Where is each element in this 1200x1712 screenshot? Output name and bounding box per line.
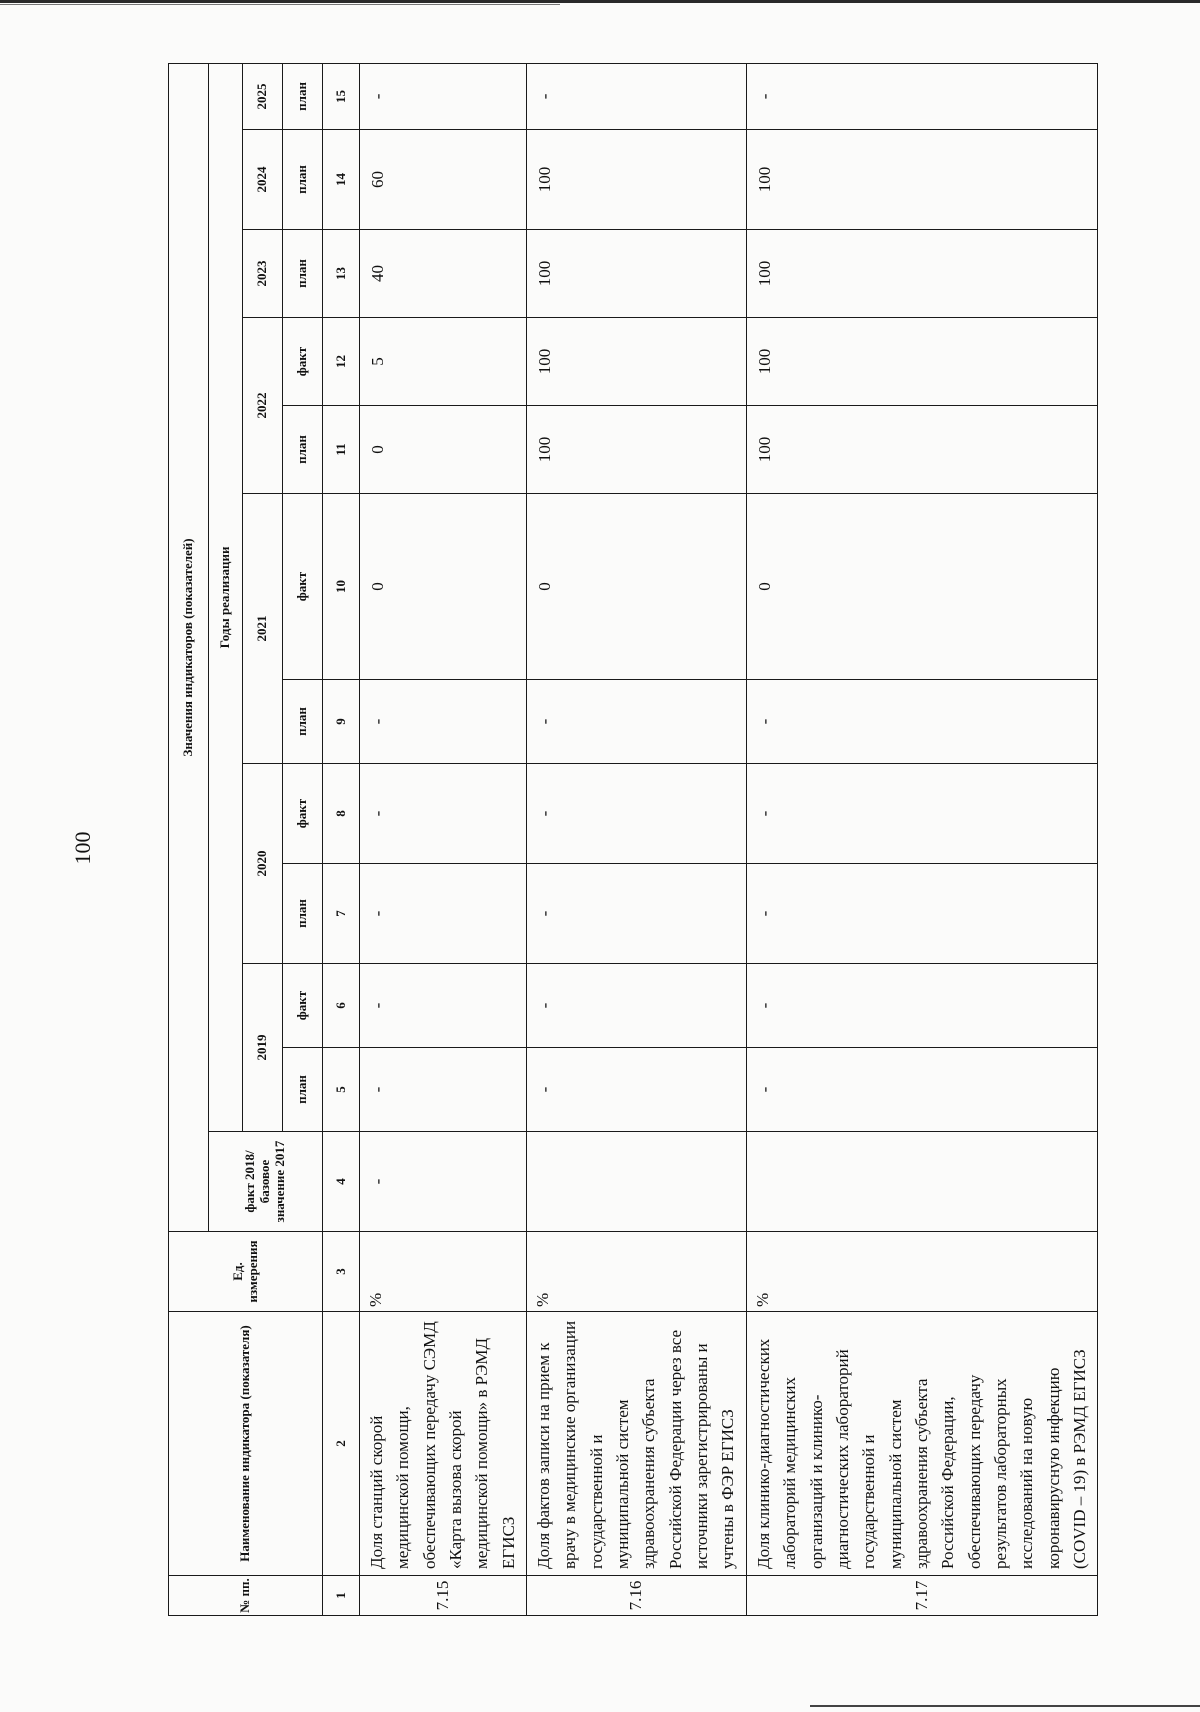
header-sub-plan: план bbox=[283, 63, 323, 129]
column-number: 11 bbox=[323, 406, 360, 494]
column-number: 13 bbox=[323, 230, 360, 318]
header-sub-plan: план bbox=[283, 680, 323, 764]
column-number: 6 bbox=[323, 964, 360, 1048]
column-number: 5 bbox=[323, 1048, 360, 1132]
value-2022-fact: 100 bbox=[527, 318, 747, 406]
header-sub-plan: план bbox=[283, 130, 323, 230]
table-row-7-16 bbox=[527, 63, 747, 1615]
value-2020-fact: - bbox=[746, 764, 1097, 864]
header-sub-plan: план bbox=[283, 406, 323, 494]
value-2019-plan: - bbox=[746, 1048, 1097, 1132]
value-2022-plan: 0 bbox=[360, 406, 527, 494]
header-sub-fact: факт bbox=[283, 764, 323, 864]
value-2020-plan: - bbox=[527, 864, 747, 964]
value-2020-fact: - bbox=[360, 764, 527, 864]
value-2019-plan: - bbox=[527, 1048, 747, 1132]
column-number: 4 bbox=[323, 1132, 360, 1232]
value-2022-fact: 100 bbox=[746, 318, 1097, 406]
header-sub-plan: план bbox=[283, 1048, 323, 1132]
header-values-group: Значения индикаторов (показателей) bbox=[169, 63, 209, 1231]
header-sub-fact: факт bbox=[283, 964, 323, 1048]
value-2019-fact: - bbox=[527, 964, 747, 1048]
header-no: № пп. bbox=[169, 1576, 323, 1616]
table-row-7-15 bbox=[360, 63, 527, 1615]
header-sub-plan: план bbox=[283, 230, 323, 318]
value-2021-plan: - bbox=[746, 680, 1097, 764]
base-value bbox=[527, 1132, 747, 1232]
value-2021-fact: 0 bbox=[527, 494, 747, 680]
scan-edge-top-secondary bbox=[0, 4, 560, 5]
value-2021-fact: 0 bbox=[746, 494, 1097, 680]
row-number: 7.16 bbox=[527, 1576, 747, 1616]
indicator-name: Доля станций скорой медицинской помощи, обеспечивающих передачу СЭМД «Карта вызова скорой медицинской помощи» в РЭМД ЕГИСЗ bbox=[360, 1312, 527, 1576]
indicator-unit: % bbox=[746, 1232, 1097, 1312]
value-2023-plan: 100 bbox=[527, 230, 747, 318]
value-2019-fact: - bbox=[746, 964, 1097, 1048]
indicator-table-container bbox=[168, 64, 1089, 1616]
base-value: - bbox=[360, 1132, 527, 1232]
column-number: 15 bbox=[323, 63, 360, 129]
value-2022-plan: 100 bbox=[746, 406, 1097, 494]
header-year-2025: 2025 bbox=[243, 63, 283, 129]
header-year-2019: 2019 bbox=[243, 964, 283, 1132]
value-2022-fact: 5 bbox=[360, 318, 527, 406]
indicator-name: Доля фактов записи на прием к врачу в медицинские организации государственной и муниципальной систем здравоохранения субъекта Российской Федерации через все источники зарегистрированы и учтены в ФЭР ЕГИСЗ bbox=[527, 1312, 747, 1576]
column-number: 12 bbox=[323, 318, 360, 406]
value-2020-plan: - bbox=[746, 864, 1097, 964]
column-number: 1 bbox=[323, 1576, 360, 1616]
header-year-2022: 2022 bbox=[243, 318, 283, 494]
value-2022-plan: 100 bbox=[527, 406, 747, 494]
header-sub-fact: факт bbox=[283, 318, 323, 406]
value-2021-plan: - bbox=[527, 680, 747, 764]
value-2023-plan: 100 bbox=[746, 230, 1097, 318]
header-years-group: Годы реализации bbox=[209, 63, 243, 1131]
indicator-table bbox=[168, 63, 1098, 1616]
column-number-row bbox=[323, 63, 360, 1615]
base-value bbox=[746, 1132, 1097, 1232]
value-2023-plan: 40 bbox=[360, 230, 527, 318]
column-number: 3 bbox=[323, 1232, 360, 1312]
column-number: 7 bbox=[323, 864, 360, 964]
value-2025-plan: - bbox=[746, 63, 1097, 129]
value-2019-fact: - bbox=[360, 964, 527, 1048]
header-year-2023: 2023 bbox=[243, 230, 283, 318]
header-sub-fact: факт bbox=[283, 494, 323, 680]
header-unit: Ед. измерения bbox=[169, 1232, 323, 1312]
header-year-2021: 2021 bbox=[243, 494, 283, 764]
scan-edge-top bbox=[0, 0, 1200, 3]
column-number: 9 bbox=[323, 680, 360, 764]
column-number: 10 bbox=[323, 494, 360, 680]
indicator-unit: % bbox=[527, 1232, 747, 1312]
value-2025-plan: - bbox=[527, 63, 747, 129]
value-2019-plan: - bbox=[360, 1048, 527, 1132]
header-year-2024: 2024 bbox=[243, 130, 283, 230]
indicator-unit: % bbox=[360, 1232, 527, 1312]
value-2021-plan: - bbox=[360, 680, 527, 764]
header-base: факт 2018/базовое значение 2017 bbox=[209, 1132, 323, 1232]
row-number: 7.15 bbox=[360, 1576, 527, 1616]
column-number: 14 bbox=[323, 130, 360, 230]
column-number: 8 bbox=[323, 764, 360, 864]
scan-edge-bottom bbox=[810, 1705, 1200, 1707]
column-number: 2 bbox=[323, 1312, 360, 1576]
header-sub-plan: план bbox=[283, 864, 323, 964]
header-name: Наименование индикатора (показателя) bbox=[169, 1312, 323, 1576]
table-row-7-17 bbox=[746, 63, 1097, 1615]
value-2024-plan: 100 bbox=[746, 130, 1097, 230]
value-2024-plan: 60 bbox=[360, 130, 527, 230]
header-year-2020: 2020 bbox=[243, 764, 283, 964]
value-2021-fact: 0 bbox=[360, 494, 527, 680]
value-2024-plan: 100 bbox=[527, 130, 747, 230]
value-2020-fact: - bbox=[527, 764, 747, 864]
page-number: 100 bbox=[70, 831, 95, 865]
indicator-name: Доля клинико-диагностических лабораторий медицинских организаций и клинико-диагностических лабораторий государственной и муниципальной систем здравоохранения субъекта Российской Федерации, обеспечивающих передачу результатов лабораторных исследований на новую коронавирусную инфекцию (COVID – 19) в РЭМД ЕГИСЗ bbox=[746, 1312, 1097, 1576]
value-2025-plan: - bbox=[360, 63, 527, 129]
value-2020-plan: - bbox=[360, 864, 527, 964]
row-number: 7.17 bbox=[746, 1576, 1097, 1616]
